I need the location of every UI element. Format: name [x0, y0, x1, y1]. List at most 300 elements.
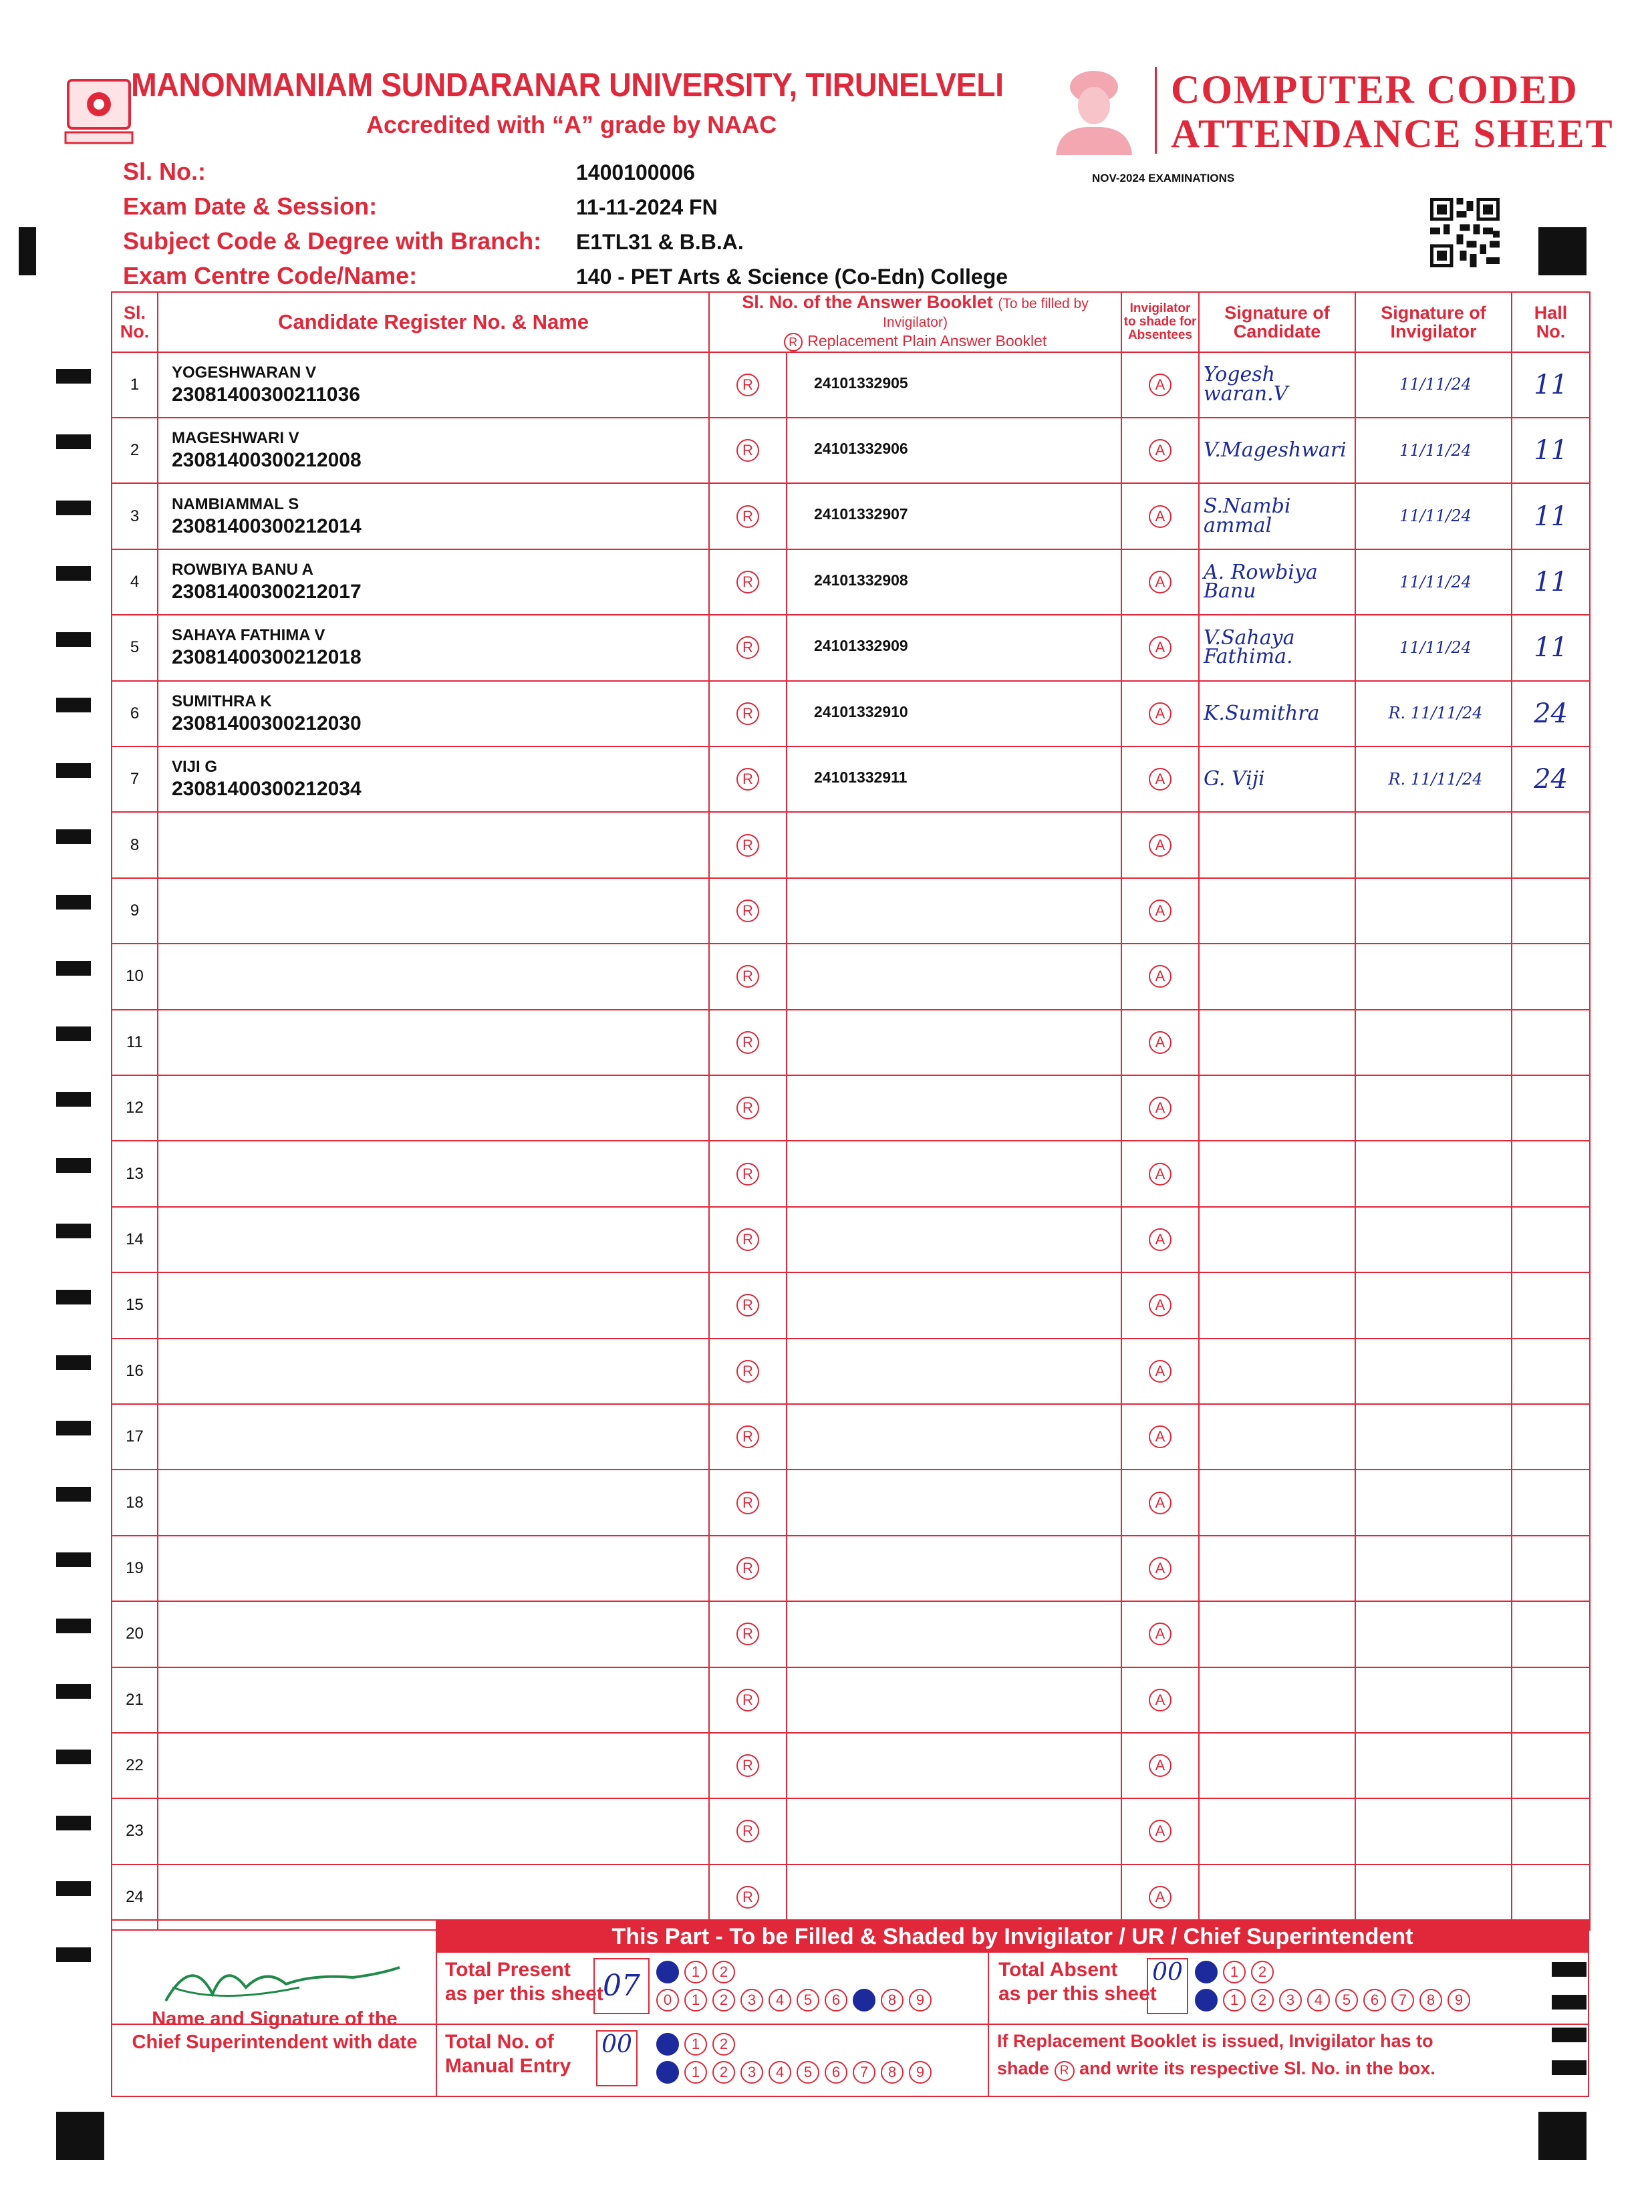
- candidate-signature[interactable]: [1199, 944, 1355, 1009]
- booklet-number[interactable]: 24101332907: [787, 483, 1121, 549]
- register-number: 23081400300212008: [172, 449, 362, 472]
- candidate-signature[interactable]: S.Nambi ammal: [1199, 483, 1355, 549]
- replacement-bubble[interactable]: R: [736, 834, 759, 857]
- invigilator-signature[interactable]: 11/11/24: [1355, 549, 1512, 615]
- booklet-number[interactable]: [787, 1010, 1121, 1075]
- row-sl: 22: [112, 1733, 158, 1798]
- manual-tens-bubbles[interactable]: [656, 2033, 735, 2056]
- absent-bubble[interactable]: A: [1149, 1294, 1172, 1317]
- digit-bubble[interactable]: 6: [1363, 1989, 1386, 2012]
- candidate-signature[interactable]: [1199, 812, 1355, 877]
- candidate-signature[interactable]: V.Sahaya Fathima.: [1199, 615, 1355, 680]
- absent-bubble[interactable]: A: [1149, 1425, 1172, 1448]
- invigilator-signature[interactable]: [1355, 1339, 1512, 1404]
- booklet-number[interactable]: [787, 1733, 1121, 1798]
- booklet-number[interactable]: 24101332911: [787, 746, 1121, 812]
- replacement-bubble[interactable]: R: [736, 1820, 759, 1842]
- invigilator-signature[interactable]: [1355, 1536, 1512, 1601]
- total-absent-label: Total Absent as per this sheet: [998, 1959, 1157, 2005]
- invigilator-signature[interactable]: 11/11/24: [1355, 418, 1512, 483]
- absent-cell[interactable]: [1121, 1798, 1199, 1864]
- invigilator-section: [111, 1919, 1589, 2097]
- hall-number[interactable]: 24: [1512, 681, 1590, 746]
- booklet-number[interactable]: [787, 1798, 1121, 1864]
- absent-cell[interactable]: [1121, 483, 1199, 549]
- total-present-label: Total Present as per this sheet: [445, 1959, 603, 2005]
- digit-bubble[interactable]: 7: [853, 2061, 875, 2084]
- replacement-cell[interactable]: [709, 1404, 787, 1470]
- replacement-cell[interactable]: [709, 418, 787, 483]
- absent-cell[interactable]: [1121, 352, 1199, 418]
- booklet-number[interactable]: 24101332906: [787, 418, 1121, 483]
- replacement-bubble[interactable]: R: [736, 965, 759, 988]
- table-row: [112, 1798, 1590, 1864]
- corner-mark-top-right: [1538, 227, 1587, 275]
- register-number: 23081400300212034: [172, 778, 362, 801]
- digit-bubble[interactable]: 2: [712, 2061, 735, 2084]
- hall-number[interactable]: [1512, 1601, 1590, 1667]
- replacement-cell[interactable]: [709, 1536, 787, 1601]
- invigilator-signature[interactable]: [1355, 1141, 1512, 1206]
- replacement-bubble[interactable]: R: [736, 1294, 759, 1317]
- absent-bubble[interactable]: A: [1149, 1820, 1172, 1842]
- col-hall-header: Hall No.: [1512, 292, 1590, 352]
- absent-cell[interactable]: [1121, 1470, 1199, 1535]
- candidate-name: ROWBIYA BANU A: [172, 561, 314, 579]
- replacement-cell[interactable]: [709, 549, 787, 615]
- timing-mark: [56, 1552, 91, 1567]
- digit-bubble[interactable]: 8: [881, 2061, 904, 2084]
- absent-cell[interactable]: [1121, 1010, 1199, 1075]
- hall-number[interactable]: 11: [1512, 352, 1590, 418]
- candidate-cell: [158, 549, 709, 615]
- digit-bubble[interactable]: 6: [825, 1989, 847, 2012]
- table-header-row: [112, 292, 1590, 352]
- invigilator-signature[interactable]: [1355, 1470, 1512, 1535]
- replacement-cell[interactable]: [709, 746, 787, 812]
- digit-bubble[interactable]: 1: [684, 1961, 707, 1983]
- digit-bubble[interactable]: 5: [797, 1989, 819, 2012]
- manual-units-bubbles[interactable]: [656, 2061, 932, 2084]
- replacement-bubble[interactable]: R: [736, 1163, 759, 1186]
- candidate-signature[interactable]: V.Mageshwari: [1199, 418, 1355, 483]
- absent-cell[interactable]: [1121, 746, 1199, 812]
- row-sl: 9: [112, 878, 158, 944]
- invigilator-signature[interactable]: [1355, 1272, 1512, 1338]
- absent-units-bubbles[interactable]: [1195, 1989, 1470, 2012]
- candidate-signature[interactable]: [1199, 1141, 1355, 1206]
- absent-bubble[interactable]: A: [1149, 1623, 1172, 1645]
- replacement-cell[interactable]: [709, 1470, 787, 1535]
- corner-mark-top-left: [19, 227, 36, 275]
- candidate-signature[interactable]: [1199, 1010, 1355, 1075]
- candidate-signature[interactable]: K.Sumithra: [1199, 681, 1355, 746]
- candidate-signature[interactable]: [1199, 1272, 1355, 1338]
- candidate-cell: [158, 418, 709, 483]
- replacement-bubble[interactable]: R: [736, 1623, 759, 1645]
- table-row: [112, 812, 1590, 877]
- hall-number[interactable]: [1512, 1010, 1590, 1075]
- row-sl: 5: [112, 615, 158, 680]
- corner-mark-bottom-right: [1538, 2112, 1587, 2160]
- digit-bubble[interactable]: 0: [1195, 1989, 1218, 2012]
- timing-mark: [56, 1421, 91, 1435]
- booklet-number[interactable]: [787, 1536, 1121, 1601]
- hall-number[interactable]: [1512, 1141, 1590, 1206]
- absent-cell[interactable]: [1121, 812, 1199, 877]
- digit-bubble[interactable]: 0: [1195, 1961, 1218, 1983]
- absent-cell[interactable]: [1121, 1536, 1199, 1601]
- digit-bubble[interactable]: 9: [909, 1989, 932, 2012]
- exam-date-label: Exam Date & Session:: [123, 192, 378, 220]
- candidate-cell: [158, 1404, 709, 1470]
- replacement-bubble[interactable]: R: [736, 768, 759, 791]
- replacement-cell[interactable]: [709, 1075, 787, 1141]
- absent-cell[interactable]: [1121, 878, 1199, 944]
- table-row: [112, 483, 1590, 549]
- candidate-signature[interactable]: [1199, 1339, 1355, 1404]
- digit-bubble[interactable]: 5: [1335, 1989, 1358, 2012]
- absent-bubble[interactable]: A: [1149, 1097, 1172, 1119]
- hall-number[interactable]: 24: [1512, 746, 1590, 812]
- absent-bubble[interactable]: A: [1149, 1754, 1172, 1777]
- hall-number[interactable]: [1512, 1075, 1590, 1141]
- replacement-cell[interactable]: [709, 1141, 787, 1206]
- university-name: MANONMANIAM SUNDARANAR UNIVERSITY, TIRUNELVELI: [131, 66, 1004, 104]
- replacement-cell[interactable]: [709, 1339, 787, 1404]
- digit-bubble[interactable]: 4: [769, 1989, 791, 2012]
- replacement-bubble[interactable]: R: [736, 702, 759, 725]
- replacement-cell[interactable]: [709, 483, 787, 549]
- invigilator-signature[interactable]: R. 11/11/24: [1355, 681, 1512, 746]
- replacement-bubble[interactable]: R: [736, 374, 759, 396]
- candidate-signature[interactable]: [1199, 1536, 1355, 1601]
- digit-bubble[interactable]: 7: [853, 1989, 875, 2012]
- hall-number[interactable]: [1512, 1536, 1590, 1601]
- present-units-bubbles[interactable]: [656, 1989, 932, 2012]
- replacement-cell[interactable]: [709, 1010, 787, 1075]
- invigilator-signature[interactable]: [1355, 1601, 1512, 1667]
- candidate-cell: [158, 1272, 709, 1338]
- absent-bubble[interactable]: A: [1149, 1228, 1172, 1251]
- digit-bubble[interactable]: 0: [656, 2033, 679, 2056]
- invigilator-signature[interactable]: 11/11/24: [1355, 483, 1512, 549]
- candidate-name: NAMBIAMMAL S: [172, 495, 299, 513]
- candidate-signature[interactable]: [1199, 1207, 1355, 1272]
- present-tens-bubbles[interactable]: [656, 1961, 735, 1983]
- replacement-bubble[interactable]: R: [736, 900, 759, 922]
- invigilator-signature[interactable]: [1355, 1667, 1512, 1733]
- table-row: [112, 1010, 1590, 1075]
- replacement-cell[interactable]: [709, 1667, 787, 1733]
- booklet-number[interactable]: [787, 944, 1121, 1009]
- candidate-signature[interactable]: [1199, 1798, 1355, 1864]
- hall-number[interactable]: [1512, 1339, 1590, 1404]
- replacement-cell[interactable]: [709, 944, 787, 1009]
- replacement-bubble[interactable]: R: [736, 1886, 759, 1909]
- row-sl: 23: [112, 1798, 158, 1864]
- hall-number[interactable]: [1512, 1667, 1590, 1733]
- absent-bubble[interactable]: A: [1149, 439, 1172, 462]
- digit-bubble[interactable]: 4: [769, 2061, 791, 2084]
- hall-number[interactable]: 11: [1512, 418, 1590, 483]
- table-row: [112, 1141, 1590, 1206]
- digit-bubble[interactable]: 2: [1251, 1989, 1274, 2012]
- digit-bubble[interactable]: 0: [656, 1961, 679, 1983]
- total-present-box[interactable]: 07: [593, 1958, 650, 2014]
- absent-cell[interactable]: [1121, 681, 1199, 746]
- replacement-bubble[interactable]: R: [736, 1097, 759, 1119]
- candidate-cell: [158, 1798, 709, 1864]
- row-sl: 16: [112, 1339, 158, 1404]
- absent-cell[interactable]: [1121, 1601, 1199, 1667]
- absent-cell[interactable]: [1121, 944, 1199, 1009]
- absent-cell[interactable]: [1121, 1207, 1199, 1272]
- invigilator-signature[interactable]: [1355, 878, 1512, 944]
- replacement-bubble[interactable]: R: [736, 1228, 759, 1251]
- absent-bubble[interactable]: A: [1149, 965, 1172, 988]
- candidate-signature[interactable]: [1199, 1470, 1355, 1535]
- absent-bubble[interactable]: A: [1149, 1031, 1172, 1054]
- booklet-number[interactable]: [787, 812, 1121, 877]
- absent-bubble[interactable]: A: [1149, 571, 1172, 593]
- candidate-cell: [158, 1601, 709, 1667]
- digit-bubble[interactable]: 9: [1448, 1989, 1470, 2012]
- table-row: [112, 1207, 1590, 1272]
- candidate-signature[interactable]: G. Viji: [1199, 746, 1355, 812]
- absent-bubble[interactable]: A: [1149, 768, 1172, 791]
- absent-cell[interactable]: [1121, 1667, 1199, 1733]
- invigilator-signature[interactable]: [1355, 1010, 1512, 1075]
- replacement-bubble[interactable]: R: [736, 571, 759, 593]
- replacement-cell[interactable]: [709, 1798, 787, 1864]
- table-row: [112, 1601, 1590, 1667]
- digit-bubble[interactable]: 0: [656, 2061, 679, 2084]
- table-row: [112, 1667, 1590, 1733]
- candidate-name: VIJI G: [172, 758, 218, 777]
- university-logo: [59, 71, 139, 151]
- hall-number[interactable]: [1512, 878, 1590, 944]
- table-row: [112, 944, 1590, 1009]
- invigilator-signature[interactable]: R. 11/11/24: [1355, 746, 1512, 812]
- booklet-number[interactable]: [787, 1601, 1121, 1667]
- booklet-number[interactable]: [787, 1404, 1121, 1470]
- hall-number[interactable]: [1512, 1207, 1590, 1272]
- timing-mark: [56, 1224, 91, 1238]
- hall-number[interactable]: [1512, 1733, 1590, 1798]
- invigilator-signature[interactable]: [1355, 1207, 1512, 1272]
- replacement-bubble[interactable]: R: [736, 1031, 759, 1054]
- booklet-number[interactable]: [787, 1470, 1121, 1535]
- candidate-cell: [158, 944, 709, 1009]
- digit-bubble[interactable]: 1: [1223, 1989, 1246, 2012]
- invigilator-signature[interactable]: [1355, 1404, 1512, 1470]
- candidate-signature[interactable]: [1199, 1404, 1355, 1470]
- absent-cell[interactable]: [1121, 418, 1199, 483]
- timing-mark: [56, 1487, 91, 1502]
- invigilator-signature[interactable]: [1355, 1798, 1512, 1864]
- hall-number[interactable]: [1512, 1470, 1590, 1535]
- sheet-title-line1: COMPUTER CODED: [1171, 67, 1578, 112]
- replacement-bubble[interactable]: R: [736, 1754, 759, 1777]
- digit-bubble[interactable]: 2: [712, 1961, 735, 1983]
- absent-cell[interactable]: [1121, 1075, 1199, 1141]
- hall-number[interactable]: [1512, 812, 1590, 877]
- replacement-cell[interactable]: [709, 878, 787, 944]
- invigilator-signature[interactable]: [1355, 1733, 1512, 1798]
- booklet-number[interactable]: [787, 878, 1121, 944]
- absent-bubble[interactable]: A: [1149, 374, 1172, 396]
- absent-cell[interactable]: [1121, 1141, 1199, 1206]
- digit-bubble[interactable]: 9: [909, 2061, 932, 2084]
- digit-bubble[interactable]: 1: [684, 1989, 707, 2012]
- row-sl: 12: [112, 1075, 158, 1141]
- digit-bubble[interactable]: 1: [684, 2033, 707, 2056]
- booklet-number[interactable]: [787, 1339, 1121, 1404]
- absent-bubble[interactable]: A: [1149, 1492, 1172, 1514]
- register-number: 23081400300212030: [172, 712, 362, 734]
- invigilator-signature[interactable]: 11/11/24: [1355, 615, 1512, 680]
- replacement-bubble[interactable]: R: [736, 505, 759, 528]
- absent-tens-bubbles[interactable]: [1195, 1961, 1274, 1983]
- digit-bubble[interactable]: 2: [712, 1989, 735, 2012]
- booklet-number[interactable]: [787, 1075, 1121, 1141]
- digit-bubble[interactable]: 3: [740, 2061, 763, 2084]
- invigilator-signature[interactable]: 11/11/24: [1355, 352, 1512, 418]
- absent-cell[interactable]: [1121, 615, 1199, 680]
- digit-bubble[interactable]: 3: [1279, 1989, 1302, 2012]
- absent-bubble[interactable]: A: [1149, 1689, 1172, 1711]
- booklet-number[interactable]: 24101332908: [787, 549, 1121, 615]
- replacement-cell[interactable]: [709, 352, 787, 418]
- table-row: [112, 615, 1590, 680]
- absent-bubble[interactable]: A: [1149, 702, 1172, 725]
- hall-number[interactable]: [1512, 1798, 1590, 1864]
- absent-bubble[interactable]: A: [1149, 505, 1172, 528]
- candidate-cell: [158, 1207, 709, 1272]
- total-absent-box[interactable]: 00: [1147, 1958, 1188, 2014]
- replacement-bubble[interactable]: R: [736, 636, 759, 659]
- digit-bubble[interactable]: 0: [656, 1989, 679, 2012]
- replacement-bubble[interactable]: R: [736, 1557, 759, 1580]
- absent-cell[interactable]: [1121, 1339, 1199, 1404]
- table-row: [112, 1536, 1590, 1601]
- replacement-cell[interactable]: [709, 1207, 787, 1272]
- replacement-bubble[interactable]: R: [736, 439, 759, 462]
- timing-mark: [56, 1026, 91, 1041]
- manual-entry-box[interactable]: 00: [596, 2030, 638, 2086]
- replacement-cell[interactable]: [709, 1733, 787, 1798]
- replacement-bubble[interactable]: R: [736, 1689, 759, 1711]
- chief-superintendent-label: Name and Signature of the Chief Superintendent with date: [132, 2008, 418, 2053]
- booklet-number[interactable]: [787, 1141, 1121, 1206]
- digit-bubble[interactable]: 7: [1391, 1989, 1414, 2012]
- hall-number[interactable]: [1512, 1404, 1590, 1470]
- booklet-number[interactable]: 24101332910: [787, 681, 1121, 746]
- replacement-cell[interactable]: [709, 1601, 787, 1667]
- absent-cell[interactable]: [1121, 1404, 1199, 1470]
- centre-value: 140 - PET Arts & Science (Co-Edn) College: [576, 265, 1008, 289]
- absent-bubble[interactable]: A: [1149, 1360, 1172, 1383]
- hall-number[interactable]: 11: [1512, 549, 1590, 615]
- absent-bubble[interactable]: A: [1149, 1557, 1172, 1580]
- col-booklet-header: Sl. No. of the Answer Booklet (To be filled by Invigilator) R Replacement Plain Answer Booklet: [709, 292, 1121, 352]
- replacement-cell[interactable]: [709, 812, 787, 877]
- replacement-bubble[interactable]: R: [736, 1425, 759, 1448]
- booklet-number[interactable]: 24101332909: [787, 615, 1121, 680]
- absent-cell[interactable]: [1121, 1733, 1199, 1798]
- digit-bubble[interactable]: 1: [684, 2061, 707, 2084]
- timing-mark: [56, 961, 91, 976]
- invigilator-signature[interactable]: [1355, 944, 1512, 1009]
- table-row: [112, 352, 1590, 418]
- row-sl: 3: [112, 483, 158, 549]
- invigilator-signature[interactable]: [1355, 812, 1512, 877]
- candidate-signature[interactable]: [1199, 1075, 1355, 1141]
- table-row: [112, 1733, 1590, 1798]
- timing-mark: [56, 1092, 91, 1107]
- hall-number[interactable]: [1512, 944, 1590, 1009]
- hall-number[interactable]: 11: [1512, 483, 1590, 549]
- replacement-bubble[interactable]: R: [736, 1360, 759, 1383]
- digit-bubble[interactable]: 4: [1307, 1989, 1330, 2012]
- booklet-number[interactable]: 24101332905: [787, 352, 1121, 418]
- timing-mark: [56, 501, 91, 515]
- digit-bubble[interactable]: 8: [881, 1989, 904, 2012]
- candidate-signature[interactable]: A. Rowbiya Banu: [1199, 549, 1355, 615]
- digit-bubble[interactable]: 8: [1419, 1989, 1442, 2012]
- register-number: 23081400300211036: [172, 383, 360, 406]
- digit-bubble[interactable]: 6: [825, 2061, 847, 2084]
- absent-bubble[interactable]: A: [1149, 636, 1172, 659]
- table-row: [112, 1272, 1590, 1338]
- candidate-signature[interactable]: [1199, 1733, 1355, 1798]
- replacement-cell[interactable]: [709, 681, 787, 746]
- replacement-bubble[interactable]: R: [736, 1492, 759, 1514]
- hall-number[interactable]: [1512, 1272, 1590, 1338]
- booklet-number[interactable]: [787, 1667, 1121, 1733]
- invigilator-signature[interactable]: [1355, 1075, 1512, 1141]
- digit-bubble[interactable]: 1: [1223, 1961, 1246, 1983]
- r-legend-icon: R: [784, 333, 803, 352]
- digit-bubble[interactable]: 5: [797, 2061, 819, 2084]
- absent-cell[interactable]: [1121, 1272, 1199, 1338]
- candidate-signature[interactable]: [1199, 1601, 1355, 1667]
- digit-bubble[interactable]: 2: [712, 2033, 735, 2056]
- row-sl: 19: [112, 1536, 158, 1601]
- booklet-number[interactable]: [787, 1207, 1121, 1272]
- candidate-signature[interactable]: Yogesh waran.V: [1199, 352, 1355, 418]
- candidate-signature[interactable]: [1199, 878, 1355, 944]
- digit-bubble[interactable]: 3: [740, 1989, 763, 2012]
- absent-cell[interactable]: [1121, 549, 1199, 615]
- table-row: [112, 1404, 1590, 1470]
- booklet-number[interactable]: [787, 1272, 1121, 1338]
- digit-bubble[interactable]: 2: [1251, 1961, 1274, 1983]
- replacement-cell[interactable]: [709, 1272, 787, 1338]
- replacement-cell[interactable]: [709, 615, 787, 680]
- absent-bubble[interactable]: A: [1149, 1163, 1172, 1186]
- candidate-name: MAGESHWARI V: [172, 429, 299, 448]
- candidate-signature[interactable]: [1199, 1667, 1355, 1733]
- row-sl: 7: [112, 746, 158, 812]
- register-number: 23081400300212017: [172, 581, 362, 603]
- absent-bubble[interactable]: A: [1149, 900, 1172, 922]
- absent-bubble[interactable]: A: [1149, 1886, 1172, 1909]
- absent-bubble[interactable]: A: [1149, 834, 1172, 857]
- qr-code: [1430, 198, 1500, 267]
- hall-number[interactable]: 11: [1512, 615, 1590, 680]
